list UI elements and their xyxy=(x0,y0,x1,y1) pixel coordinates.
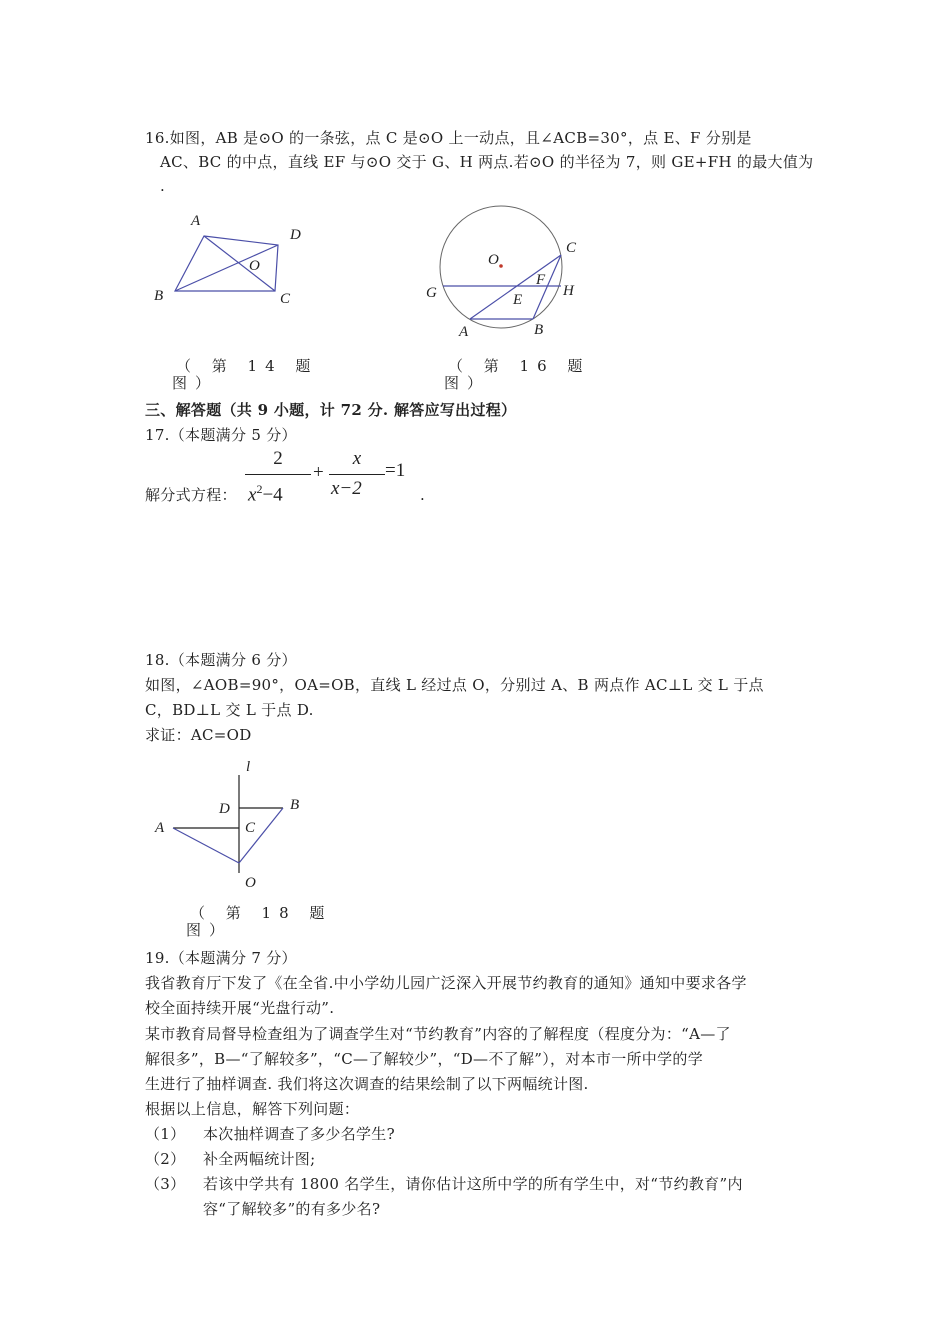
fig14-label-c: C xyxy=(280,291,291,307)
q17-frac1-bar xyxy=(245,474,311,475)
q18-line1: 如图，∠AOB=90°，OA=OB，直线 L 经过点 O，分别过 A、B 两点作 AC⊥L 交 L 于点 xyxy=(145,676,764,694)
fig16-label-b: B xyxy=(534,322,544,338)
q17-plus: + xyxy=(313,462,324,483)
q19-item3-cont: 容“了解较多”的有多少名? xyxy=(203,1200,381,1218)
fig14-label-b: B xyxy=(154,288,164,304)
q19-item1-num: （1） xyxy=(145,1125,186,1143)
q19-item3-text: 若该中学共有 1800 名学生，请你估计这所中学的所有学生中，对“节约教育”内 xyxy=(203,1175,743,1193)
fig16-label-o: O xyxy=(488,252,499,268)
q19-item1-text: 本次抽样调查了多少名学生? xyxy=(203,1125,395,1143)
q17-frac2-num: x xyxy=(352,448,362,469)
q16-line1: 16.如图，AB 是⊙O 的一条弦，点 C 是⊙O 上一动点，且∠ACB=30°，点 E、F 分别是 xyxy=(145,129,752,147)
q17-frac1-num: 2 xyxy=(273,448,283,469)
q17-frac1-den xyxy=(248,478,314,506)
q17-end: . xyxy=(420,486,426,504)
fig14-parallelogram xyxy=(175,236,278,291)
fig16-label-a: A xyxy=(459,324,469,340)
q19-item3-num: （3） xyxy=(145,1175,186,1193)
fig16-label-g: G xyxy=(426,285,437,301)
q19-p1-line1: 我省教育厅下发了《在全省.中小学幼儿园广泛深入开展节约教育的通知》通知中要求各学 xyxy=(145,974,747,992)
fig18-label-c: C xyxy=(245,820,256,836)
fig16-label-c: C xyxy=(566,240,577,256)
q17-frac1-den-exp: 2 xyxy=(256,482,263,496)
q19-p3: 根据以上信息，解答下列问题： xyxy=(145,1100,360,1118)
q18-line3: 求证：AC=OD xyxy=(145,726,252,744)
q19-p2-line2: 解很多”，B—“了解较多”，“C—了解较少”，“D—不了解”），对本市一所中学的学 xyxy=(145,1050,704,1068)
fig16-caption-cut: 图） xyxy=(444,374,491,392)
q19-p2-line1: 某市教育局督导检查组为了调查学生对“节约教育”内容的了解程度（程度分为：“A—了 xyxy=(145,1025,731,1043)
figure-14 xyxy=(140,205,340,315)
section-heading: 三、解答题（共 9 小题，计 72 分. 解答应写出过程） xyxy=(145,401,517,419)
q19-header: 19.（本题满分 7 分） xyxy=(145,949,297,967)
fig18-caption: （ 第 18 题 xyxy=(190,904,333,922)
q19-p2-line3: 生进行了抽样调查. 我们将这次调查的结果绘制了以下两幅统计图. xyxy=(145,1075,589,1093)
figure-18 xyxy=(145,755,325,900)
figure-16 xyxy=(420,200,600,345)
q16-line3: . xyxy=(160,177,166,195)
fig14-caption: （ 第 14 题 xyxy=(176,357,319,375)
fig14-caption-cut: 图） xyxy=(172,374,219,392)
fig18-segment-ao xyxy=(173,828,239,863)
q17-equals: =1 xyxy=(385,460,406,481)
fig14-caption-cut-wrap xyxy=(172,372,232,392)
fig16-label-e: E xyxy=(513,292,523,308)
q17-equation xyxy=(245,448,425,504)
fig18-label-l: l xyxy=(246,759,251,775)
fig14-label-a: A xyxy=(191,213,201,229)
fig16-caption-cut-wrap xyxy=(444,372,504,392)
q17-frac2-bar xyxy=(329,474,385,475)
q17-header: 17.（本题满分 5 分） xyxy=(145,426,297,444)
fig18-caption-cut-wrap xyxy=(186,919,246,939)
fig14-label-o: O xyxy=(249,258,260,274)
q16-line2: AC、BC 的中点，直线 EF 与⊙O 交于 G、H 两点.若⊙O 的半径为 7，则 GE+FH 的最大值为 xyxy=(160,153,814,171)
q19-p1-line2: 校全面持续开展“光盘行动”. xyxy=(145,999,335,1017)
q17-frac1-den-x: x xyxy=(248,484,257,506)
fig18-label-o: O xyxy=(245,875,256,891)
fig14-diagonal-ac xyxy=(204,236,275,291)
q18-header: 18.（本题满分 6 分） xyxy=(145,651,297,669)
q17-prompt: 解分式方程： xyxy=(145,486,237,504)
fig18-label-d: D xyxy=(219,801,230,817)
fig16-caption: （ 第 16 题 xyxy=(448,357,591,375)
q18-line2: C，BD⊥L 交 L 于点 D. xyxy=(145,701,314,719)
q17-frac2-den: x−2 xyxy=(331,478,362,499)
q17-frac1-den-tail: −4 xyxy=(262,484,283,506)
fig18-label-b: B xyxy=(290,797,300,813)
q19-item2-num: （2） xyxy=(145,1150,186,1168)
fig18-label-a: A xyxy=(155,820,165,836)
fig18-caption-cut: 图） xyxy=(186,921,233,939)
fig14-label-d: D xyxy=(290,227,301,243)
fig16-center-dot xyxy=(499,264,503,268)
fig14-diagonal-bd xyxy=(175,245,278,291)
fig16-label-h: H xyxy=(563,283,574,299)
q19-item2-text: 补全两幅统计图; xyxy=(203,1150,316,1168)
fig16-label-f: F xyxy=(536,272,546,288)
